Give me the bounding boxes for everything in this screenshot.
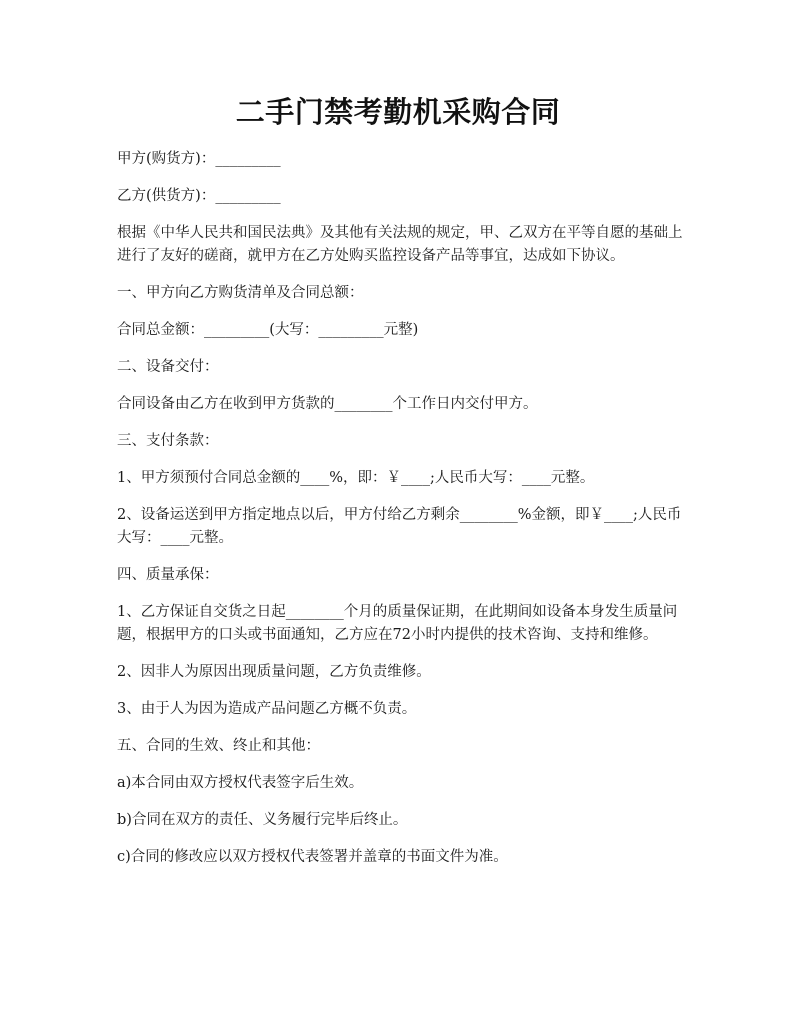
warranty-clause-3: 3、由于人为因为造成产品问题乙方概不负责。: [117, 701, 417, 717]
delivery-clause: 合同设备由乙方在收到甲方货款的________个工作日内交付甲方。: [117, 396, 538, 412]
section-heading-3: 三、支付条款：: [117, 433, 219, 449]
party-b-line: 乙方(供货方)：_________: [117, 188, 281, 204]
warranty-clause-1: 1、乙方保证自交货之日起________个月的质量保证期，在此期间如设备本身发生质量问题，根据甲方的口头或书面通知，乙方应在72小时内提供的技术咨询、支持和维修。: [117, 604, 678, 643]
section-heading-4: 四、质量承保：: [117, 567, 219, 583]
section-heading-5: 五、合同的生效、终止和其他：: [117, 738, 320, 754]
warranty-clause-2: 2、因非人为原因出现质量问题，乙方负责维修。: [117, 664, 431, 680]
contract-total-line: 合同总金额：_________(大写：_________元整): [117, 322, 419, 338]
effect-clause-c: c)合同的修改应以双方授权代表签署并盖章的书面文件为准。: [117, 849, 508, 865]
section-heading-1: 一、甲方向乙方购货清单及合同总额：: [117, 285, 364, 301]
section-heading-2: 二、设备交付：: [117, 359, 219, 375]
preamble-paragraph: 根据《中华人民共和国民法典》及其他有关法规的规定，甲、乙双方在平等自愿的基础上进行了友好的磋商，就甲方在乙方处购买监控设备产品等事宜，达成如下协议。: [117, 225, 683, 264]
effect-clause-a: a)本合同由双方授权代表签字后生效。: [117, 775, 364, 791]
payment-clause-1: 1、甲方须预付合同总金额的____%，即：￥____;人民币大写：____元整。: [117, 470, 595, 486]
document-title: 二手门禁考勤机采购合同: [235, 95, 561, 129]
payment-clause-2: 2、设备运送到甲方指定地点以后，甲方付给乙方剩余________%金额，即￥____;人民币大写：____元整。: [117, 507, 682, 546]
document-body: [117, 148, 683, 883]
party-a-line: 甲方(购货方)：_________: [117, 151, 281, 167]
effect-clause-b: b)合同在双方的责任、义务履行完毕后终止。: [117, 812, 408, 828]
